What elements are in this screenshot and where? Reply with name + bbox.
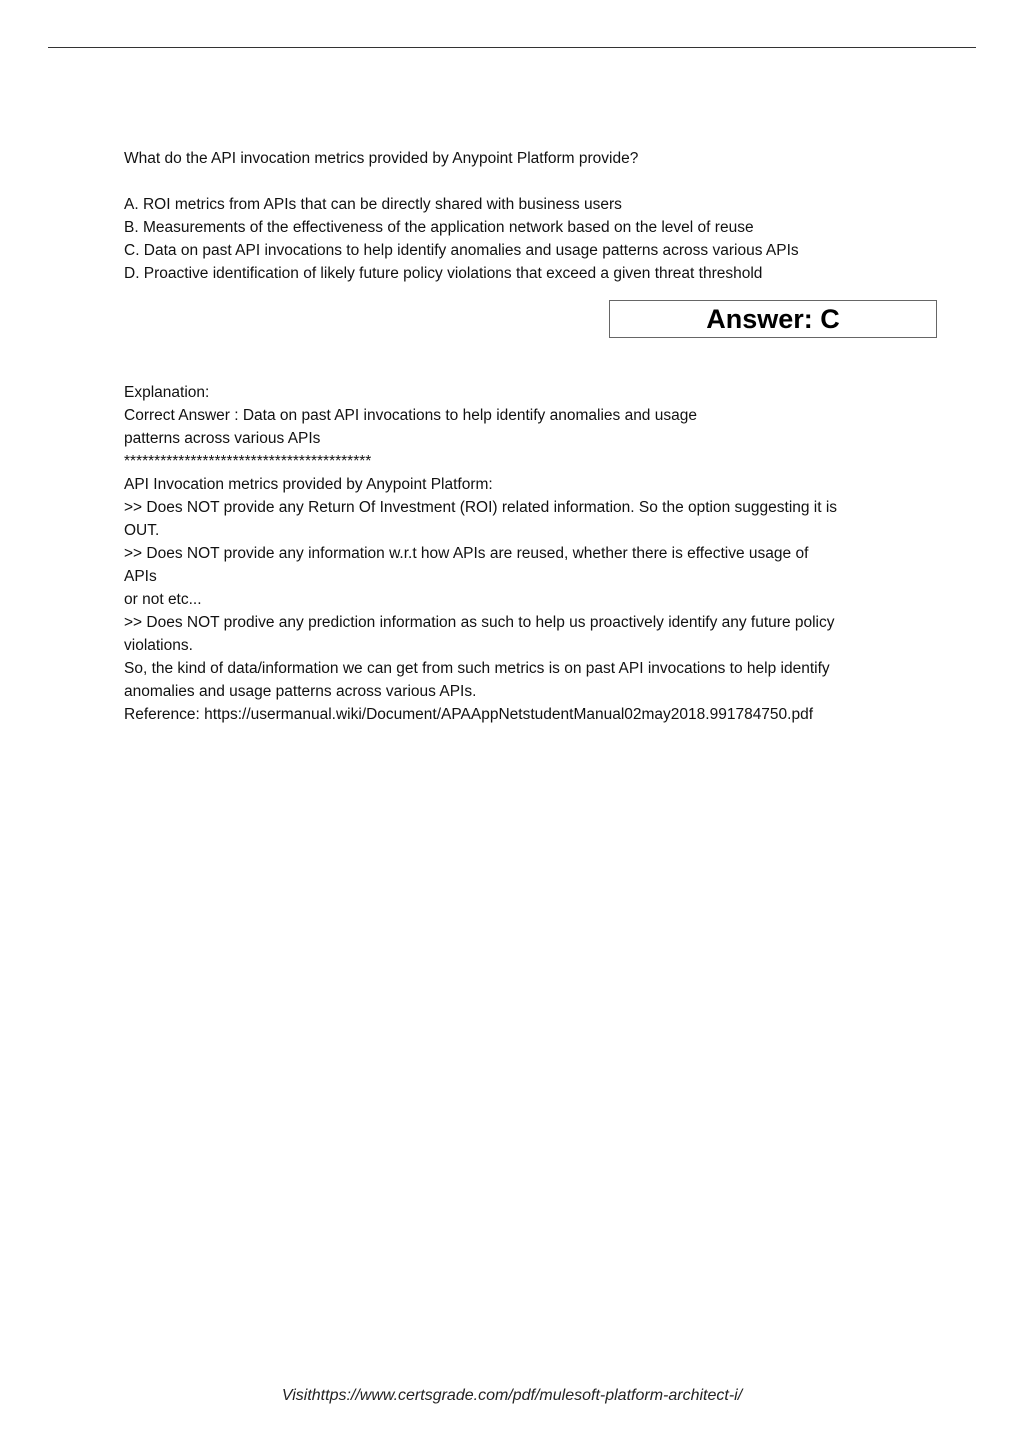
- option-c: C. Data on past API invocations to help identify anomalies and usage patterns across various APIs: [124, 242, 799, 259]
- explanation-heading: Explanation:: [124, 384, 210, 401]
- explanation-intro: API Invocation metrics provided by Anypoint Platform:: [124, 476, 493, 493]
- option-a: A. ROI metrics from APIs that can be directly shared with business users: [124, 196, 622, 213]
- option-b: B. Measurements of the effectiveness of the application network based on the level of reuse: [124, 219, 754, 236]
- point-roi-line-1: >> Does NOT provide any Return Of Investment (ROI) related information. So the option suggesting it is: [124, 499, 838, 516]
- answer-options: [124, 193, 939, 285]
- question-text: What do the API invocation metrics provided by Anypoint Platform provide?: [124, 150, 639, 167]
- option-d: D. Proactive identification of likely future policy violations that exceed a given threat threshold: [124, 265, 763, 282]
- point-reuse-line-1: >> Does NOT provide any information w.r.t how APIs are reused, whether there is effective usage of: [124, 545, 809, 562]
- point-reuse-line-3: or not etc...: [124, 591, 202, 608]
- point-reuse-line-2: APIs: [124, 568, 157, 585]
- answer-section: [124, 285, 939, 381]
- header-rule: [48, 47, 976, 48]
- correct-answer-line-2: patterns across various APIs: [124, 430, 321, 447]
- point-prediction-line-2: violations.: [124, 637, 193, 654]
- separator-stars: *****************************************: [124, 453, 372, 470]
- summary-line-1: So, the kind of data/information we can get from such metrics is on past API invocations to help identify: [124, 660, 830, 677]
- explanation-section: [124, 381, 939, 726]
- answer-box: Answer: C: [609, 300, 937, 338]
- document-body: [124, 147, 939, 726]
- footer-link[interactable]: Visithttps://www.certsgrade.com/pdf/mulesoft-platform-architect-i/: [281, 1387, 743, 1404]
- summary-line-2: anomalies and usage patterns across various APIs.: [124, 683, 477, 700]
- reference-line: Reference: https://usermanual.wiki/Document/APAAppNetstudentManual02may2018.991784750.pdf: [124, 706, 814, 723]
- correct-answer-line-1: Correct Answer : Data on past API invocations to help identify anomalies and usage: [124, 407, 697, 424]
- point-roi-line-2: OUT.: [124, 522, 160, 539]
- point-prediction-line-1: >> Does NOT prodive any prediction information as such to help us proactively identify any future policy: [124, 614, 835, 631]
